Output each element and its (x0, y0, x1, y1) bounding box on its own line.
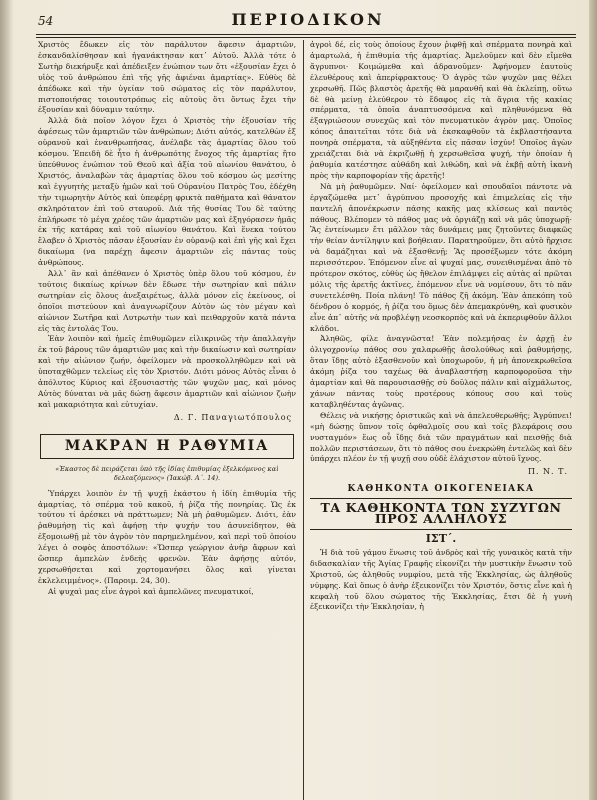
article-title-box (40, 434, 294, 459)
header-rule-thin (36, 37, 576, 38)
header-rule (36, 34, 576, 35)
right-paragraph: Θέλεις νὰ νικήσῃς ὁριστικῶς καὶ νὰ ἀπελευθερωθῆς; Ἀγρύπνει! «μὴ δώσῃς ὕπνον τοῖς ὀφθαλμοῖς σου καὶ τοῖς βλεφάροις σου νυσταγμόν» ἕως οὗ ἴδῃς διὰ τῶν πραγμάτων καὶ πεισθῇς διὰ πολλῶν περιστάσεων, ὅτι τὸ πάθος σου ἐνεκρώθη ἐντελῶς καὶ δὲν ὑπάρχει πλέον ἐν τῇ ψυχῇ σου οὐδὲ ἐλάχιστον αὐτοῦ ἴχνος. (310, 410, 572, 464)
article-title: ΜΑΚΡΑΝ Η ΡΑΘΥΜΙΑ (64, 437, 270, 454)
left-column (38, 40, 296, 800)
column-divider (303, 40, 304, 800)
page-edge (589, 0, 597, 800)
page-number: 54 (38, 14, 54, 28)
left-paragraph: Ἀλλὰ διὰ ποῖον λόγον ἔχει ὁ Χριστὸς τὴν ἐξουσίαν τῆς ἀφέσεως τῶν ἁμαρτιῶν τῶν ἀνθρώπων; Διότι αὐτός, κατελθὼν ἐξ οὐρανοῦ καὶ ἐνανθρωπήσας, ἀνέλαβε τὰς ἁμαρτίας ὅλου τοῦ κόσμου. Ἐπειδὴ δὲ ἦτο ἡ ἀνθρωπότης ἔνοχος τῆς ἁμαρτίας ἥτο ὑπεύθυνος ἐνώπιον τοῦ Θεοῦ καὶ ἀξία τοῦ αἰωνίου θανάτου, ὁ Χριστός, ἀναλαβὼν τὰς ἁμαρτίας ὅλου τοῦ κόσμου ὡς μεσίτης καὶ ἐγγυητὴς μεταξὺ ἡμῶν καὶ τοῦ Οὐρανίου Πατρὸς Του, ἐδέχθη τὴν τιμωρητὴν Αὐτὸς καὶ ὑπεφέρῃ φρικτὰ παθήματα καὶ θάνατον σκληρότατον ἐπὶ τοῦ σταυροῦ. Διὰ τῆς θυσίας Του δὲ ταύτης ἐπλήρωσε τὸ μέγα χρέος τῶν ἁμαρτιῶν μας καὶ ἐξηγόρασεν ἡμᾶς ἐκ τῆς κατάρας καὶ τοῦ αἰωνίου θανάτου. Καὶ ἕνεκα τούτου ἔλαβεν ὁ Χριστὸς πᾶσαν ἐξουσίαν ἐν οὐρανῷ καὶ ἐπὶ γῆς καὶ ἔχει δικαίωμα (να παρέχῃ ἄφεσιν ἁμαρτιῶν εἰς πάντας τοὺς ἀνθρώπους. (38, 116, 296, 268)
epigraph: «Ἐκαστος δὲ πειράζεται ὑπὸ τῆς ἰδίας ἐπιθυμίας ἐξελκόμενος καὶ δελεαζόμενος» (Ἰακώβ. Α΄. 14). (55, 464, 279, 482)
binding-shadow (0, 0, 14, 800)
article-title: ΤΑ ΚΑΘΗΚΟΝΤΑ ΤΩΝ ΣΥΖΥΓΩΝ ΠΡΟΣ ΑΛΛΗΛΟΥΣ (310, 498, 572, 530)
right-paragraph: Νὰ μὴ ῥαθυμῶμεν. Ναί· ὀφείλομεν καὶ σπουδαῖοι πάντοτε νὰ ἐργαζώμεθα μετ᾽ ἀγρύπνου προσοχῆς καὶ ἐπιμελείας εἰς τὴν παντελῆ ἀπονέκρωσιν πάσης κακῆς μας κλίσεως καὶ παντὸς πάθους. Βλέπομεν τὸ πάθος μας νὰ ὀργιάζῃ καὶ νὰ μᾶς ὑποχωρῇ· Ἂς ἐντείνωμεν ἔτι μᾶλλον τὰς δυνάμεις μας ζητοῦντες διαφκῶς τὴν θείαν ἀντίληψιν καὶ βοήθειαν. Παρατηροῦμεν, ὅτι αὐτὸ ἤρχισε νὰ δαμάζηται καὶ νὰ ἐξασθενῇ; Ἂς προσέξωμεν τότε ἀκόμη περισσότερον. Ἐπόμενον εἶνε αἱ ψυχαί μας, συνειθισμέναι ἀπὸ τὸ πρότερον σκότος, εὐθὺς ὡς ἤθελον ἐπιλάμψει εἰς αὐτὰς αἱ πρῶται μόλις τῆς ἀρετῆς ἀκτῖνες, ἐπόμενον εἶνε νὰ νομίσουν, ὅτι τὸ πᾶν συνετελέσθη. Ποία πλάνη! Τὸ πάθος ζῆ ἀκόμη. Ἐὰν ἀπεκόπη τοῦ δένδρου ὁ κορμός, ἡ ῥίζα του ὅμως δὲν ἀπεμακρύνθη, καὶ φυσικὸν εἶνε ἀπ᾽ αὐτῆς νὰ προβλέψῃ νεοσκορπὸς καὶ νὰ ἐκπεριφθοῦν ἄλλοι κλάδοι. (310, 181, 572, 333)
section-heading: ΚΑΘΗΚΟΝΤΑ ΟΙΚΟΓΕΝΕΙΑΚΑ (347, 484, 535, 495)
journal-title: ΠΕΡΙΟΔΙΚΟΝ (231, 10, 385, 29)
left-paragraph: Ἐὰν λοιπὸν καὶ ἡμεῖς ἐπιθυμῶμεν εἰλικρινῶς τὴν ἀπαλλαγὴν ἐκ τοῦ βάρους τῶν ἁμαρτιῶν μας καὶ τὴν δικαίωσιν καὶ σωτηρίαν καὶ τὴν αἰώνιον ζωήν, ὀφείλομεν νὰ προσκολληθῶμεν καὶ νὰ ὑποταχθῶμεν τελείως εἰς τὸν Χριστόν. Διότι μόνος Αὐτὸς εἶναι ὁ ἀπόλυτος Κύριος καὶ ἐξουσιαστὴς τῶν ψυχῶν μας, καὶ μόνος Αὐτὸς δύναται νὰ μᾶς δώσῃ ἄφεσιν ἁμαρτιῶν καὶ αἰώνιον ζωὴν καὶ μακαριότητα καὶ εὐτυχίαν. (38, 334, 296, 409)
article-paragraph: Ὑπάρχει λοιπὸν ἐν τῇ ψυχῇ ἑκάστου ἡ ἰδίη ἐπιθυμία τῆς ἁμαρτίας, τὸ σπέρμα τοῦ κακοῦ, ἡ ῥίζα τῆς πονηρίας. Ὡς ἐκ τούτου τί ἀρέσκει νὰ πράττωμεν; Νὰ μὴ ῥαθυμῶμεν. Διότι, ἐὰν ῥαθυμήσῃ τὶς καὶ ἀφήσῃ τὴν ψυχήν του ἀσυνείδητον, θὰ ἐξομοιωθῇ μὲ τὸν ἀγρὸν τὸν παρημελημένον, καὶ περὶ τοῦ ὁποίου λέγει ὁ σοφὸς ἀποστόλων: «Ὥσπερ γεώργιον ἀνὴρ ἄφρων καὶ ὥσπερ ἀμπελὼν ἐνδεὴς φρενῶν. Ἐὰν ἀφήσῃς αὐτόν, χερσωθήσεται καὶ χορτομανήσει ὅλος καὶ γίνεται ἐκλελειμμένος». (Παροιμ. 24, 30). (38, 488, 296, 585)
right-column (310, 40, 572, 800)
article-numeral: ΙΣΤ΄. (425, 531, 457, 545)
article-paragraph: Ἡ διὰ τοῦ γάμου ἕνωσις τοῦ ἀνδρὸς καὶ τῆς γυναικὸς κατὰ τὴν διδασκαλίαν τῆς Ἁγίας Γραφῆς εἰκονίζει τὴν μυστικὴν ἕνωσιν τοῦ Χριστοῦ, ὡς ἀληθοῦς νυμφίου, μετὰ τῆς Ἐκκλησίας, ὡς ἀληθοῦς νύμφης. Καὶ ὅπως ὁ ἀνὴρ ἐξεικονίζει τὸν Χριστόν, ὅστις εἶνε καὶ ἡ κεφαλὴ τοῦ ὅλου σώματος τῆς Ἐκκλησίας, ἔτσι δὲ ἡ γυνὴ ἐξεικονίζει τὴν Ἐκκλησίαν, ἡ (310, 547, 572, 612)
page-header (38, 10, 578, 34)
left-paragraph: Ἀλλ᾽ ἂν καὶ ἀπέθανεν ὁ Χριστὸς ὑπὲρ ὅλου τοῦ κόσμου, ἐν τούτοις δικαίως κρίνων δὲν ἔδωσε τὴν σωτηρίαν καὶ πάλιν σωτηρίαν εἰς ὅλους ἀνεξαιρέτως, ἀλλὰ μόνον εἰς ἐκείνους, οἱ ὁποῖοι πιστεύουν καὶ ἀναγνωρίζουν Αὐτὸν ὡς τὸν μέγαν καὶ αἰώνιον Σωτῆρα καὶ Λυτρωτὴν των καὶ πειθαρχοῦν κατὰ πάντα εἰς τὰς ἐντολάς Του. (38, 269, 296, 333)
right-paragraph: ἀγροὶ δέ, εἰς τοὺς ὁποίους ἔχουν ῥιφθῇ καὶ σπέρματα πονηρὰ καὶ ἁμαρτωλά, ἡ ἐπιθυμία τῆς ἁμαρτίας. Ἀμελοῦμεν καὶ δὲν εἴμεθα ἄγρυπνοι· Κοιμώμεθα καὶ ἀδρανοῦμεν· Ἀφήνομεν ἑαυτοὺς ἐλευθέρους καὶ ἀπερίφρακτους· Ὁ ἀγρὸς τῶν ψυχῶν μας θέλει χερσωθῆ. Πῶς βλαστὸς ἀρετῆς θὰ μαρανθῆ καὶ θὰ ἐκλείπῃ, οὕτω δὲ θὰ μείνῃ ἐλεύθερον τὸ ἔδαφος εἰς τὰ ἄγρια τῆς κακίας σπέρματα, τὰ ὁποῖα ἀναπτυσσόμενα καὶ πληθυνόμενα θὰ ἐξαγριώσουν συνεχῶς καὶ τὸν πνευματικὸν ἀγρὸν μας. Ὁποῖος κόπος ἀπαιτεῖται τότε διὰ νὰ ἐκσκαφθοῦν τὰ ἐκβλαστήσαντα πονηρὰ σπέρματα, τὰ αὐξηθέντα εἰς πᾶσαν ἰσχύν! Ὁποῖος ἀγὼν χρειάζεται διὰ νὰ ἐκριζωθῇ ἡ χερσωθεῖσα ψυχή, τὴν ὁποίαν ἡ ῥαθυμία κατέστησε αὐθάδη καὶ λιθώδη, καὶ νὰ ἐκβῇ αὐτὴ ἱκανὴ πρὸς τὴν καρποφορίαν τῆς ἀρετῆς! (310, 40, 572, 180)
right-paragraph: Ἀληθῶς, φίλε ἀναγνῶστα! Ἐὰν πολεμήσας ἐν ἀρχῇ ἐν ὀλιγοχρονίῳ πάθος σου χαλαρωθῇς ἀσολούθως καὶ ῥαθυμήσῃς, ὅταν ἴδῃς αὐτὸ ἐξασθενοῦν καὶ ὑποχωροῦν, ἡ μὴ ἀπονεκρωθεῖσα ἀκόμη ῥίζα του ταχέως θὰ ἀναβλαστήσῃ καρποφοροῦσα τὴν ἁμαρτίαν καὶ θὰ παρουσιασθῇς σὺ δοῦλος πάλιν καὶ αἰχμάλωτος, χάνων πάντας τοὺς προτέρους κόπους σου καὶ τοὺς καταβληθέντας ἀγῶνας. (310, 334, 572, 409)
author-initials: Π. Ν. Τ. (527, 467, 568, 477)
article-paragraph: Αἱ ψυχαὶ μας εἶνε ἀγροὶ καὶ ἀμπελῶνες πνευματικοί, (48, 586, 254, 596)
author-signature: Δ. Γ. Παναγιωτόπουλος (173, 412, 292, 422)
left-paragraph: Χριστὸς ἔδωκεν εἰς τὸν παράλυτον ἄφεσιν ἁμαρτιῶν, ἐσκανδαλίσθησαν καὶ ἠγανάκτησαν κατ᾽ Αὐτοῦ. Ἀλλὰ τότε ὁ Σωτὴρ διεκήρυξε καὶ ἀπέδειξεν ἐνώπιον των ὅτι «ἐξουσίαν ἔχει ὁ υἱὸς τοῦ ἀνθρώπου ἐπὶ τῆς γῆς ἀφιέναι ἁμαρτίας». Εὐθὺς δὲ ἀπέδωκε καὶ τὴν ὑγείαν τοῦ σώματος εἰς τὸν παράλυτον, πιστοποιήσας τοιουτοτρόπως εἰς αὐτοὺς ὅτι ὄντως ἔχει τὴν ἐξουσίαν καὶ δύναμιν ταύτην. (38, 40, 296, 115)
